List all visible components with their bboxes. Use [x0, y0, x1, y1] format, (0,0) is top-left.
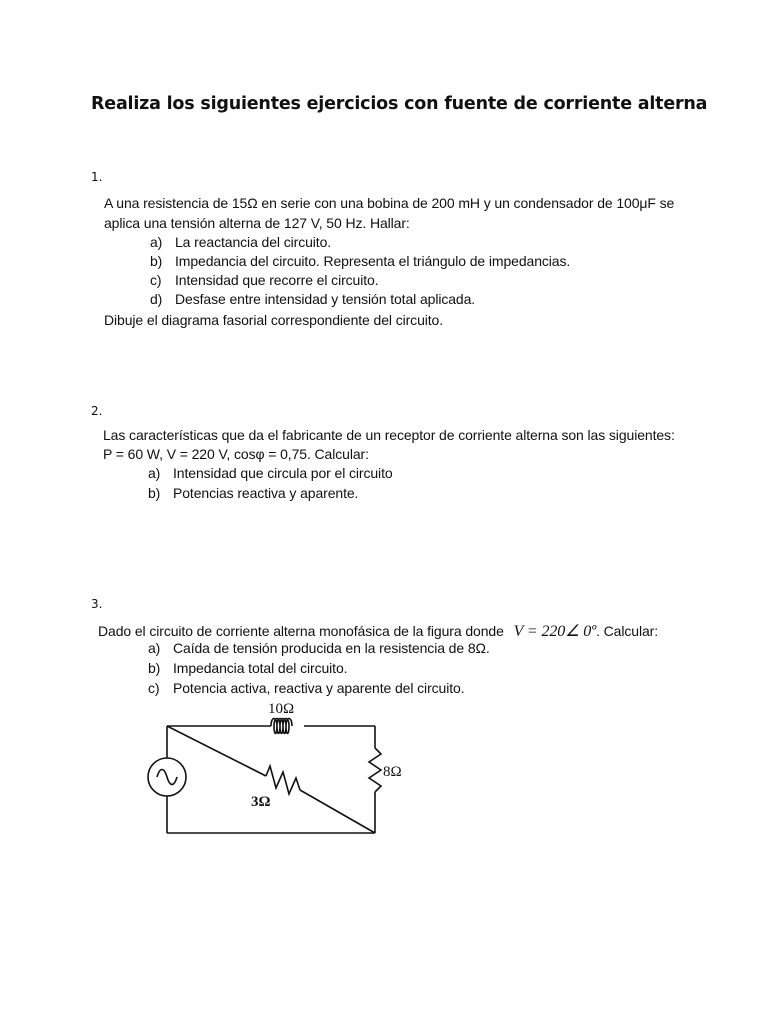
inductor-coil: [271, 719, 292, 734]
exercise-1-line-1: A una resistencia de 15Ω en serie con una bobina de 200 mH y un condensador de 100μF se: [104, 195, 675, 211]
resistor-8-zigzag: [369, 748, 381, 792]
inductor-label: 10Ω: [268, 701, 295, 717]
exercise-3-number: 3.: [91, 597, 103, 611]
exercise-2-item-a: a) Intensidad que circula por el circuito: [148, 465, 393, 481]
exercise-3-item-c: c) Potencia activa, reactiva y aparente del circuito.: [148, 680, 465, 696]
exercise-2-number: 2.: [91, 404, 103, 418]
resistor-3-label: 3Ω: [251, 794, 271, 810]
exercise-1-item-b: b) Impedancia del circuito. Representa el triángulo de impedancias.: [150, 253, 571, 269]
exercise-2-item-b: b) Potencias reactiva y aparente.: [148, 485, 359, 501]
exercise-2-line-1: Las características que da el fabricante de un receptor de corriente alterna son las siguientes:: [103, 427, 675, 443]
exercise-3-line-suffix: . Calcular:: [596, 623, 658, 639]
page-title: Realiza los siguientes ejercicios con fuente de corriente alterna: [91, 94, 708, 114]
exercise-1-item-d: d) Desfase entre intensidad y tensión total aplicada.: [150, 291, 476, 307]
exercise-1-footer: Dibuje el diagrama fasorial correspondiente del circuito.: [104, 312, 444, 328]
resistor-3-zigzag: [266, 766, 300, 794]
exercise-1-item-c: c) Intensidad que recorre el circuito.: [150, 272, 379, 288]
voltage-formula: V = 220∠ 0º: [513, 623, 597, 640]
exercise-3-item-b: b) Impedancia total del circuito.: [148, 660, 348, 676]
diagonal-wire-lower: [300, 790, 375, 833]
exercise-3-line-prefix: Dado el circuito de corriente alterna monofásica de la figura donde: [98, 623, 504, 639]
exercise-3-item-a: a) Caída de tensión producida en la resistencia de 8Ω.: [148, 640, 490, 656]
exercise-1-item-a: a) La reactancia del circuito.: [150, 234, 332, 250]
resistor-8-label: 8Ω: [383, 764, 402, 780]
exercise-1-number: 1.: [91, 170, 103, 184]
exercise-1-line-2: aplica una tensión alterna de 127 V, 50 Hz. Hallar:: [104, 215, 410, 231]
diagonal-wire-upper: [167, 726, 266, 776]
exercise-2-line-2: P = 60 W, V = 220 V, cosφ = 0,75. Calcular:: [103, 446, 369, 462]
ac-source-sine-icon: [157, 770, 177, 785]
